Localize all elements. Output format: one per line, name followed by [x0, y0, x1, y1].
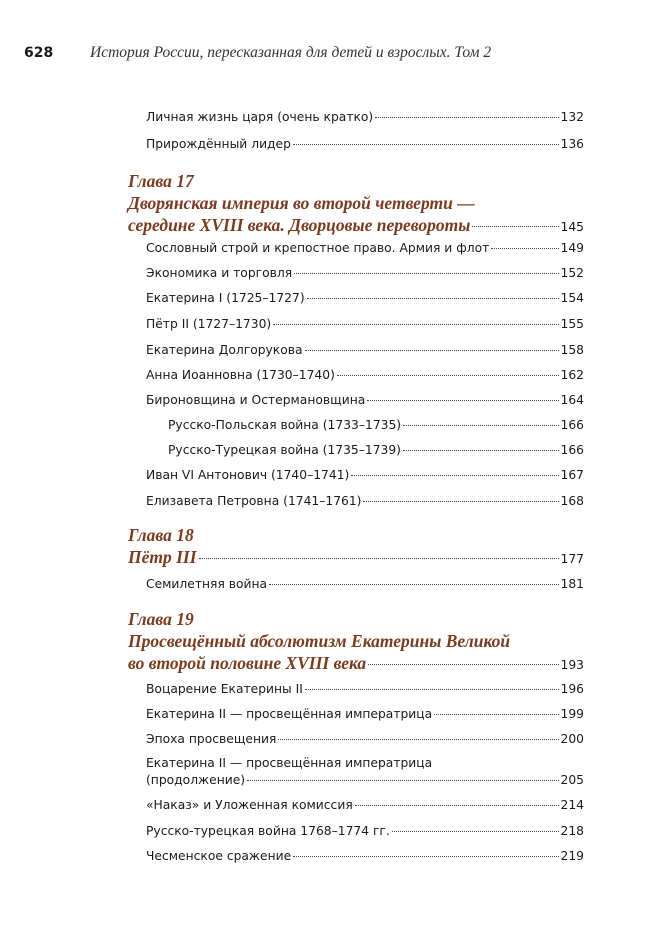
toc-entry[interactable]: Экономика и торговля 152	[146, 266, 584, 280]
toc-entry[interactable]: Екатерина Долгорукова 158	[146, 343, 584, 357]
chapter-17-label: Глава 17	[128, 171, 194, 191]
toc-entry[interactable]: Бироновщина и Остермановщина 164	[146, 393, 584, 407]
toc-entry[interactable]: Эпоха просвещения 200	[146, 732, 584, 746]
toc-entry[interactable]: Елизавета Петровна (1741–1761) 168	[146, 494, 584, 508]
toc-entry[interactable]: «Наказ» и Уложенная комиссия 214	[146, 798, 584, 812]
toc-entry[interactable]: Семилетняя война 181	[146, 577, 584, 591]
toc-entry[interactable]: (продолжение) 205	[146, 773, 584, 787]
toc-entry[interactable]: Воцарение Екатерины II 196	[146, 682, 584, 696]
toc-entry[interactable]: Сословный строй и крепостное право. Армия и флот 149	[146, 241, 584, 255]
toc-entry[interactable]: Екатерина II — просвещённая императрица 199	[146, 707, 584, 721]
toc-subentry[interactable]: Русско-Турецкая война (1735–1739) 166	[168, 443, 584, 457]
chapter-17-title-line1: Дворянская империя во второй четверти —	[128, 193, 475, 213]
toc-entry[interactable]: Русско-турецкая война 1768–1774 гг. 218	[146, 824, 584, 838]
toc-entry[interactable]: Чесменское сражение 219	[146, 849, 584, 863]
toc-entry[interactable]: Прирождённый лидер 136	[146, 137, 584, 151]
running-title: История России, пересказанная для детей и взрослых. Том 2	[90, 44, 492, 61]
toc-entry[interactable]: Личная жизнь царя (очень кратко) 132	[146, 110, 584, 124]
toc-entry-multiline-first[interactable]: Екатерина II — просвещённая императрица	[146, 756, 433, 770]
chapter-18-label: Глава 18	[128, 525, 194, 545]
chapter-19-label: Глава 19	[128, 609, 194, 629]
chapter-19-heading[interactable]: во второй половине XVIII века 193	[128, 653, 584, 673]
chapter-19-title-line1: Просвещённый абсолютизм Екатерины Великой	[128, 631, 511, 651]
toc-entry[interactable]: Пётр II (1727–1730) 155	[146, 317, 584, 331]
page-number: 628	[24, 45, 54, 61]
toc-subentry[interactable]: Русско-Польская война (1733–1735) 166	[168, 418, 584, 432]
page-header	[24, 44, 647, 62]
toc-entry[interactable]: Анна Иоанновна (1730–1740) 162	[146, 368, 584, 382]
toc-entry[interactable]: Иван VI Антонович (1740–1741) 167	[146, 468, 584, 482]
toc-entry[interactable]: Екатерина I (1725–1727) 154	[146, 291, 584, 305]
chapter-18-heading[interactable]: Пётр III 177	[128, 547, 584, 567]
chapter-17-heading[interactable]: середине XVIII века. Дворцовые перевороты 145	[128, 215, 584, 235]
